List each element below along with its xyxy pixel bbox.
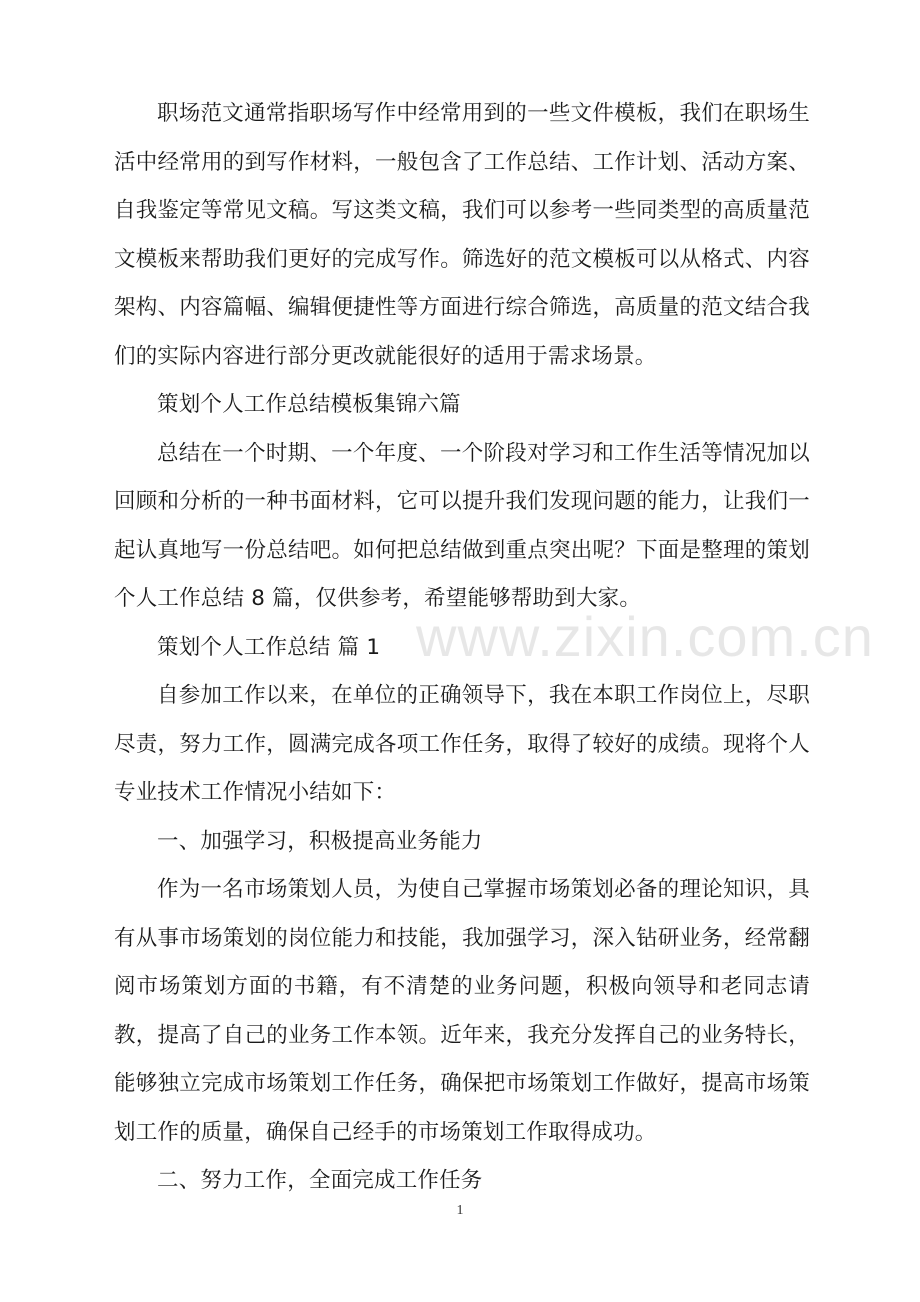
- body-paragraph-opening: 自参加工作以来，在单位的正确领导下，我在本职工作岗位上，尽职尽责，努力工作，圆满完成各项工作任务，取得了较好的成绩。现将个人专业技术工作情况小结如下：: [114, 683, 810, 805]
- page-number: 1: [456, 1203, 464, 1218]
- summary-paragraph: 总结在一个时期、一个年度、一个阶段对学习和工作生活等情况加以回顾和分析的一种书面材料，它可以提升我们发现问题的能力，让我们一起认真地写一份总结吧。如何把总结做到重点突出呢？下面是整理的策划个人工作总结 8 篇，仅供参考，希望能够帮助到大家。: [114, 440, 810, 611]
- watermark-text: www.zixin.com.cn: [416, 605, 874, 668]
- document-body: [114, 90, 810, 1206]
- section-heading-part-1: 策划个人工作总结 篇 1: [157, 634, 381, 660]
- intro-paragraph: 职场范文通常指职场写作中经常用到的一些文件模板，我们在职场生活中经常用的到写作材料，一般包含了工作总结、工作计划、活动方案、自我鉴定等常见文稿。写这类文稿，我们可以参考一些同类型的高质量范文模板来帮助我们更好的完成写作。筛选好的范文模板可以从格式、内容架构、内容篇幅、编辑便捷性等方面进行综合筛选，高质量的范文结合我们的实际内容进行部分更改就能很好的适用于需求场景。: [114, 101, 810, 369]
- subheading-work-hard: 二、努力工作，全面完成工作任务: [157, 1168, 483, 1193]
- subheading-strengthen-study: 一、加强学习，积极提高业务能力: [157, 828, 483, 854]
- body-paragraph-study: 作为一名市场策划人员，为使自己掌握市场策划必备的理论知识，具有从事市场策划的岗位能力和技能，我加强学习，深入钻研业务，经常翻阅市场策划方面的书籍，有不清楚的业务问题，积极向领导和老同志请教，提高了自己的业务工作本领。近年来，我充分发挥自己的业务特长，能够独立完成市场策划工作任务，确保把市场策划工作做好，提高市场策划工作的质量，确保自己经手的市场策划工作取得成功。: [114, 877, 810, 1145]
- document-title: 策划个人工作总结模板集锦六篇: [157, 392, 461, 417]
